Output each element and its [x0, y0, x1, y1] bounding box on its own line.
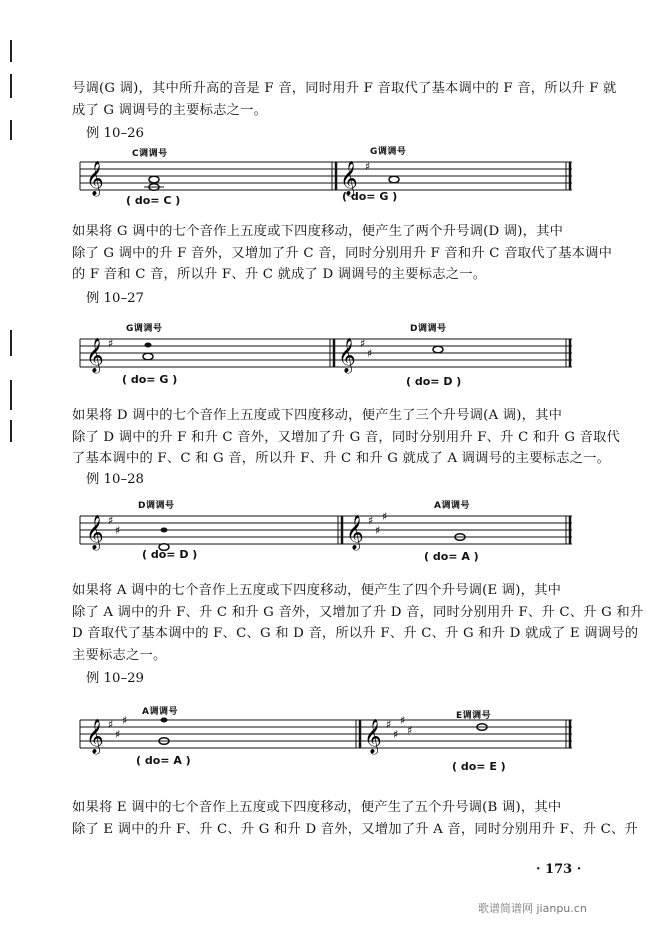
text-line: 了基本调中的 F、C 和 G 音，所以升 F、升 C 和升 G 就成了 A 调调号的主要标志之一。 [72, 451, 611, 466]
treble-clef-icon: 𝄞 [86, 515, 104, 550]
text-line: 如果将 G 调中的七个音作上五度或下四度移动，便产生了两个升号调(D 调)，其中 [72, 224, 564, 239]
do-label: ( do= G ) [122, 373, 178, 386]
margin-mark [10, 380, 12, 410]
text-line: 如果将 E 调中的七个音作上五度或下四度移动，便产生了五个升号调(B 调)，其中 [72, 800, 562, 815]
whole-note [433, 346, 443, 353]
do-label: ( do= G ) [342, 190, 398, 203]
staff-example-10-27 [80, 324, 572, 388]
sharp-icon: ♯ [108, 718, 114, 731]
sharp-icon: ♯ [365, 160, 371, 173]
sharp-icon: ♯ [382, 510, 388, 523]
text-line: 除了 D 调中的升 F 和升 C 音外，又增加了升 G 音，同时分别用升 F、升 C 和升 G 音取代 [72, 429, 621, 445]
margin-mark [10, 40, 12, 62]
sharp-icon: ♯ [122, 714, 128, 727]
text-line: 主要标志之一。 [72, 647, 167, 663]
sharp-icon: ♯ [393, 728, 399, 741]
key-title: G调调号 [126, 324, 163, 334]
key-title: A调调号 [142, 707, 178, 717]
example-label: 例 10–27 [86, 291, 145, 306]
margin-mark [10, 420, 12, 442]
whole-note [161, 718, 168, 723]
text-line: 除了 G 调中的升 F 音外，又增加了升 C 音，同时分别用升 F 音和升 C 音取代了基本调中 [72, 245, 613, 261]
margin-mark [10, 330, 12, 356]
staff-example-10-29 [80, 707, 572, 773]
margin-mark [10, 120, 12, 140]
do-label: ( do= D ) [406, 375, 462, 388]
text-line: 除了 A 调中的升 F、升 C 和升 G 音外，又增加了升 D 音，同时分别用升 F、升 C、升 G 和升 [72, 604, 644, 620]
sharp-icon: ♯ [367, 347, 373, 360]
margin-mark [10, 74, 12, 98]
staff-example-10-28 [80, 501, 572, 563]
do-label: ( do= D ) [142, 548, 198, 561]
page-number: · 173 · [536, 862, 582, 877]
treble-clef-icon: 𝄞 [340, 161, 358, 196]
text-line: 除了 E 调中的升 F、升 C、升 G 和升 D 音外，又增加了升 A 音，同时分别用升 F、升 C、升 [72, 821, 639, 837]
whole-note [161, 528, 168, 533]
example-label: 例 10–26 [86, 126, 145, 141]
sharp-icon: ♯ [108, 337, 114, 350]
example-label: 例 10–29 [86, 671, 145, 686]
do-label: ( do= A ) [424, 550, 479, 563]
sharp-icon: ♯ [368, 514, 374, 527]
text-line: 号调(G 调)，其中所升高的音是 F 音，同时用升 F 音取代了基本调中的 F 音，所以升 F 就 [72, 81, 617, 96]
paragraph-4 [72, 580, 644, 666]
paragraph-5 [72, 797, 639, 840]
staff-example-10-26 [80, 147, 572, 207]
sharp-icon: ♯ [407, 724, 413, 737]
treble-clef-icon: 𝄞 [86, 719, 104, 754]
key-title: C调调号 [132, 149, 168, 159]
sharp-icon: ♯ [115, 728, 121, 741]
treble-clef-icon: 𝄞 [364, 719, 382, 754]
whole-note [143, 353, 153, 360]
treble-clef-icon: 𝄞 [86, 338, 104, 373]
treble-clef-icon: 𝄞 [346, 515, 364, 550]
key-title: A调调号 [434, 501, 470, 511]
treble-clef-icon: 𝄞 [86, 161, 104, 196]
whole-note [149, 176, 159, 183]
do-label: ( do= A ) [136, 754, 191, 767]
sharp-icon: ♯ [375, 524, 381, 537]
key-title: E调调号 [456, 711, 492, 721]
watermark: 歌谱简谱网 jianpu.cn [478, 902, 587, 915]
do-label: ( do= E ) [452, 760, 506, 773]
sharp-icon: ♯ [108, 514, 114, 527]
text-line: D 音取代了基本调中的 F、C、G 和 D 音，所以升 F、升 C、升 G 和升 D 就成了 E 调调号的 [72, 626, 639, 641]
paragraph-3 [72, 405, 621, 470]
whole-note [389, 176, 399, 183]
paragraph-2 [72, 221, 613, 286]
text-line: 成了 G 调调号的主要标志之一。 [72, 102, 268, 118]
text-line: 如果将 A 调中的七个音作上五度或下四度移动，便产生了四个升号调(E 调)，其中 [72, 583, 562, 598]
example-label: 例 10–28 [86, 472, 145, 487]
whole-note [145, 343, 152, 348]
staff-lines [80, 337, 572, 377]
treble-clef-icon: 𝄞 [338, 338, 356, 373]
key-title: D调调号 [138, 501, 175, 511]
sharp-icon: ♯ [360, 337, 366, 350]
key-title: G调调号 [370, 147, 407, 157]
key-title: D调调号 [410, 324, 447, 334]
do-label: ( do= C ) [126, 194, 181, 207]
paragraph-1 [72, 78, 617, 121]
text-line: 如果将 D 调中的七个音作上五度或下四度移动，便产生了三个升号调(A 调)，其中 [72, 408, 563, 423]
sharp-icon: ♯ [386, 718, 392, 731]
sharp-icon: ♯ [400, 714, 406, 727]
text-line: 的 F 音和 C 音，所以升 F、升 C 就成了 D 调调号的主要标志之一。 [72, 267, 487, 282]
sharp-icon: ♯ [115, 524, 121, 537]
